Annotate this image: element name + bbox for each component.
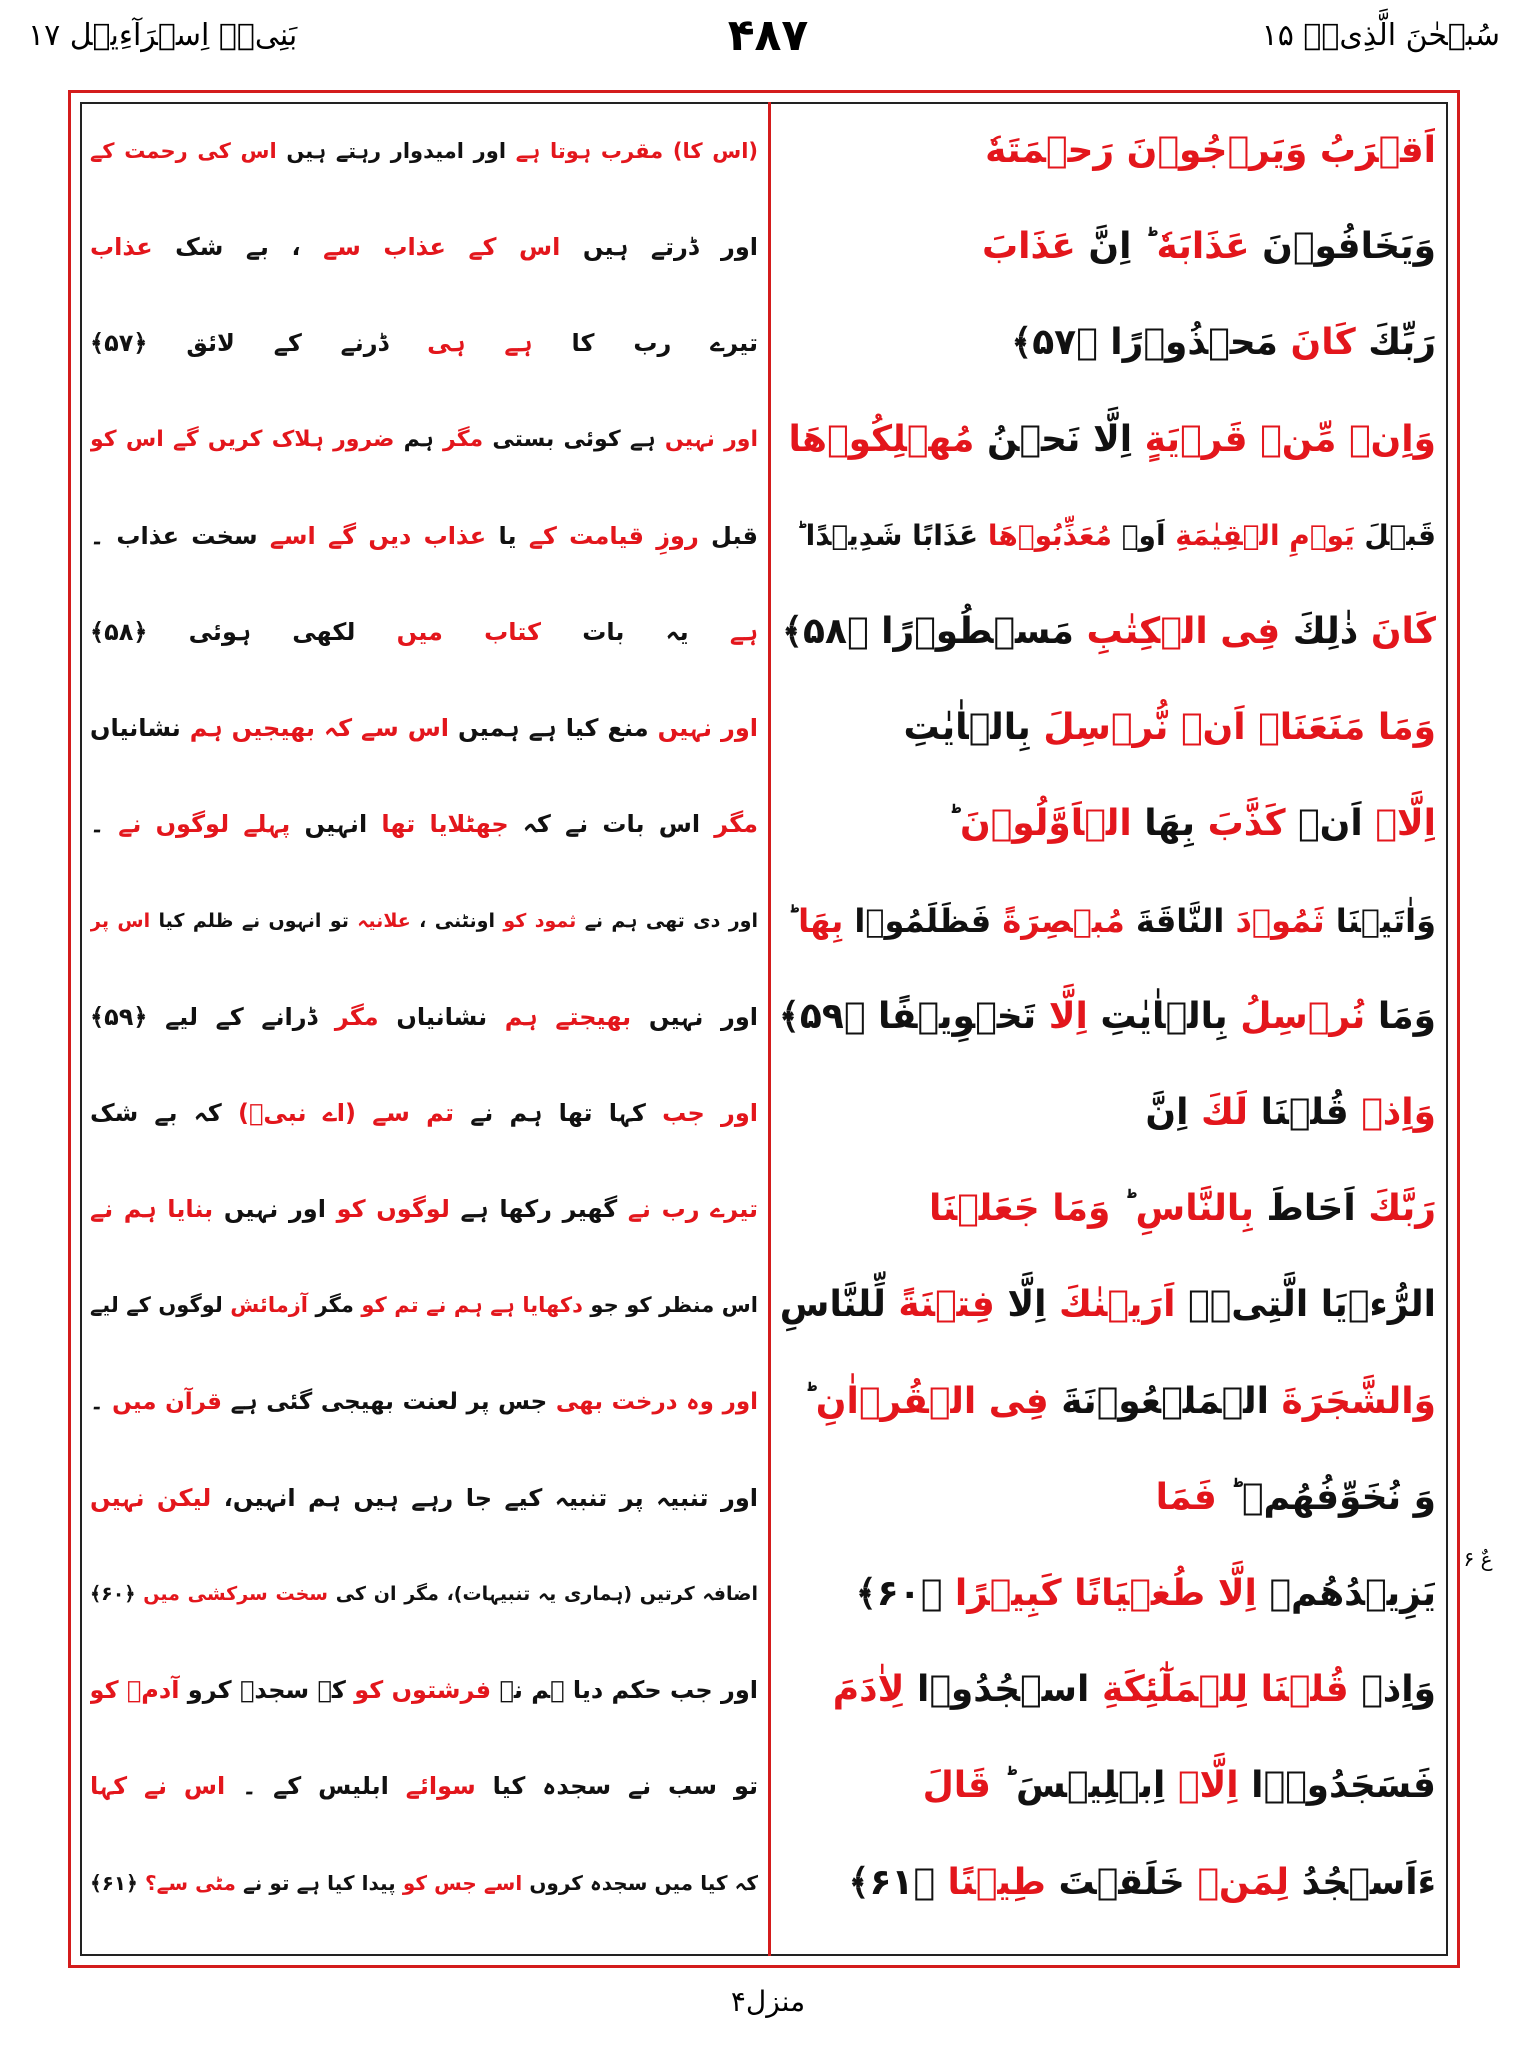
arabic-segment: یَزِیۡدُهُمۡ: [1256, 1573, 1436, 1614]
urdu-segment: علانیہ: [357, 909, 411, 932]
urdu-segment: مگر: [714, 810, 758, 839]
arabic-segment: ثَمُوۡدَ: [1235, 901, 1325, 940]
urdu-segment: لوگوں کو: [336, 1195, 450, 1224]
arabic-segment: بِالۡاٰیٰتِ: [903, 707, 1044, 749]
arabic-segment: مُعَذِّبُوۡهَا: [987, 518, 1112, 552]
arabic-segment: اَنۡ: [1285, 803, 1363, 845]
arabic-segment: خَلَقۡتَ: [1045, 1861, 1198, 1903]
urdu-segment: اور نہیں: [657, 714, 758, 743]
urdu-translation-line: [90, 689, 758, 767]
urdu-segment: دکھایا ہے ہم نے تم کو: [361, 1293, 583, 1318]
verse-row: [80, 1363, 1448, 1441]
urdu-translation-line: [90, 1266, 758, 1344]
urdu-segment: ﴿۶۰﴾: [90, 1583, 144, 1605]
urdu-segment: اور ڈرتے ہیں: [560, 233, 758, 262]
urdu-segment: سوائے: [405, 1772, 476, 1801]
verse-row: [80, 1266, 1448, 1344]
urdu-translation-line: [90, 401, 758, 479]
arabic-segment: اِلَّاۤ: [1362, 803, 1436, 845]
arabic-segment: لِمَنۡ: [1197, 1861, 1289, 1903]
arabic-segment: كَانَ: [1290, 322, 1356, 364]
urdu-segment: ضرور ہلاک کریں گے اس کو: [90, 426, 395, 452]
arabic-line: [776, 882, 1436, 960]
arabic-segment: اِبۡلِیۡسَ ؕ: [990, 1765, 1178, 1807]
arabic-segment: طِیۡنًا: [947, 1861, 1046, 1903]
urdu-segment: کہ کیا میں سجدہ کروں: [522, 1870, 758, 1895]
arabic-line: [776, 1363, 1436, 1441]
arabic-segment: وَ نُخَوِّفُهُمۡ ؕ: [1216, 1476, 1436, 1518]
urdu-translation-line: [90, 1555, 758, 1633]
urdu-segment: لیکن نہیں: [90, 1483, 212, 1512]
arabic-segment: اَوۡ: [1111, 518, 1176, 552]
arabic-segment: وَاٰتَیۡنَا: [1324, 901, 1436, 940]
urdu-segment: اور دی تھی ہم نے: [576, 909, 758, 932]
arabic-segment: رَبَّكَ: [1368, 1188, 1436, 1230]
urdu-translation-line: [90, 978, 758, 1056]
urdu-segment: اور وہ درخت بھی: [555, 1388, 758, 1415]
urdu-segment: ۔: [90, 810, 119, 839]
arabic-segment: الرُّءۡیَا الَّتِیۡۤ: [1175, 1284, 1436, 1326]
urdu-segment: پیدا کیا ہے تو نے: [235, 1870, 403, 1895]
urdu-segment: اس منظر کو جو: [582, 1293, 758, 1318]
arabic-line: [776, 689, 1436, 767]
arabic-segment: قُلۡنَا: [1248, 1669, 1349, 1711]
arabic-segment: نُرۡسِلُ: [1240, 995, 1366, 1037]
arabic-segment: كَذَّبَ: [1207, 803, 1286, 845]
urdu-segment: نشانیاں: [378, 1002, 505, 1031]
arabic-segment: وَالشَّجَرَةَ: [1281, 1380, 1436, 1422]
urdu-segment: ہم: [394, 426, 444, 452]
verse-row: [80, 112, 1448, 190]
verse-row: [80, 593, 1448, 671]
arabic-segment: مَسۡطُوۡرًا ﴿۵۸﴾: [781, 611, 1087, 652]
arabic-segment: ﴿۶۰﴾: [855, 1573, 955, 1614]
verse-row: [80, 401, 1448, 479]
urdu-translation-line: [90, 1074, 758, 1152]
urdu-segment: اضافہ کرتیں (ہماری یہ تنبیہات)، مگر ان کی: [327, 1583, 758, 1605]
urdu-translation-line: [90, 1651, 758, 1729]
urdu-segment: ابلیس کے ۔: [225, 1772, 406, 1801]
urdu-segment: اس کی رحمت کے: [90, 139, 277, 163]
urdu-segment: ثمود کو: [503, 909, 577, 932]
arabic-segment: اَنۡ نُّرۡسِلَ: [1043, 707, 1246, 749]
urdu-segment: سخت سرکشی میں: [143, 1583, 328, 1605]
urdu-segment: اور نہیں: [664, 426, 758, 452]
verse-row: [80, 1170, 1448, 1248]
arabic-segment: فِی الۡكِتٰبِ: [1086, 611, 1281, 652]
arabic-segment: ؕ: [803, 1380, 816, 1422]
arabic-segment: فَظَلَمُوۡا: [843, 901, 1003, 940]
arabic-segment: رَبِّكَ: [1355, 322, 1436, 364]
urdu-segment: نشانیاں: [90, 714, 190, 743]
urdu-segment: اس پر: [90, 909, 151, 932]
urdu-segment: بنایا ہم نے: [90, 1195, 214, 1224]
arabic-segment: قَبۡلَ: [1354, 518, 1436, 552]
arabic-segment: لِلۡمَلٰٓئِكَةِ: [1101, 1669, 1249, 1711]
verse-row: [80, 689, 1448, 767]
urdu-segment: اور نہیں: [213, 1195, 337, 1224]
verse-row: [80, 208, 1448, 286]
arabic-line: [776, 1266, 1436, 1344]
urdu-segment: مٹی سے؟: [145, 1870, 236, 1895]
urdu-segment: جھٹلایا تھا: [381, 810, 509, 839]
urdu-segment: اور جب: [662, 1099, 758, 1127]
verse-row: [80, 1459, 1448, 1537]
arabic-line: [776, 593, 1436, 671]
arabic-line: [776, 1844, 1436, 1922]
urdu-segment: جس پر لعنت بھیجی گئی ہے: [221, 1388, 556, 1415]
urdu-translation-line: [90, 1363, 758, 1441]
arabic-segment: فَسَجَدُوۡۤا: [1238, 1765, 1436, 1807]
urdu-translation-line: [90, 1459, 758, 1537]
verse-row: [80, 304, 1448, 382]
urdu-segment: ڈرنے کے لائق ﴿۵۷﴾: [90, 329, 428, 358]
verse-row: [80, 785, 1448, 863]
arabic-segment: عَذَابًا شَدِیۡدًا ؕ: [795, 518, 988, 552]
urdu-segment: ہے ہی: [427, 329, 533, 358]
arabic-line: [776, 497, 1436, 575]
urdu-segment: اسے جس کو: [402, 1870, 523, 1895]
arabic-line: [776, 1170, 1436, 1248]
arabic-line: [776, 1074, 1436, 1152]
urdu-translation-line: [90, 882, 758, 960]
arabic-segment: لِّلنَّاسِ: [779, 1284, 899, 1326]
urdu-segment: یہ بات: [540, 618, 730, 646]
verse-row: [80, 882, 1448, 960]
arabic-segment: قُلۡنَا: [1248, 1092, 1349, 1133]
urdu-segment: تو سب نے سجدہ کیا: [475, 1772, 758, 1801]
urdu-segment: سخت عذاب ۔: [90, 521, 270, 550]
arabic-segment: فِتۡنَةً: [898, 1284, 995, 1326]
arabic-segment: اَقۡرَبُ وَیَرۡجُوۡنَ رَحۡمَتَهٗ: [985, 130, 1436, 171]
arabic-segment: ذٰلِكَ: [1280, 611, 1371, 652]
urdu-translation-line: [90, 112, 758, 190]
arabic-segment: اِلَّاۤ: [1177, 1765, 1239, 1807]
arabic-segment: قَالَ: [922, 1765, 991, 1807]
verse-row: [80, 497, 1448, 575]
urdu-translation-line: [90, 497, 758, 575]
arabic-segment: طُغۡیَانًا: [1074, 1573, 1218, 1614]
urdu-translation-line: [90, 208, 758, 286]
page-number: ۴۸۷: [727, 10, 809, 61]
arabic-segment: اِلَّا: [1048, 995, 1088, 1037]
urdu-segment: اور تنبیہ پر تنبیہ کیے جا رہے ہیں ہم انہیں،: [211, 1483, 758, 1512]
urdu-translation-line: [90, 1747, 758, 1825]
urdu-segment: بھیجتے ہم: [504, 1002, 632, 1031]
urdu-segment: ، بے شک: [152, 233, 324, 262]
arabic-segment: بِهَا: [1131, 803, 1208, 845]
arabic-segment: مَحۡذُوۡرًا ﴿۵۷﴾: [1011, 322, 1291, 364]
arabic-segment: اِلَّا: [1217, 1573, 1257, 1614]
arabic-segment: لِاٰدَمَ: [832, 1669, 905, 1711]
arabic-line: [776, 112, 1436, 190]
arabic-segment: وَیَخَافُوۡنَ: [1249, 226, 1436, 268]
urdu-segment: ہے: [729, 618, 758, 646]
urdu-segment: آزمائش: [230, 1293, 308, 1318]
urdu-segment: انہیں: [290, 810, 382, 839]
urdu-translation-line: [90, 1844, 758, 1922]
arabic-line: [776, 401, 1436, 479]
urdu-segment: ہے کوئی بستی: [483, 426, 665, 452]
arabic-segment: عَذَابَ: [981, 226, 1076, 268]
arabic-line: [776, 978, 1436, 1056]
arabic-segment: فَمَا: [1155, 1476, 1217, 1518]
urdu-segment: مگر: [334, 1002, 379, 1031]
urdu-segment: اس سے کہ بھیجیں ہم: [189, 714, 450, 743]
arabic-line: [776, 1651, 1436, 1729]
arabic-segment: وَمَا مَنَعَنَاۤ: [1245, 707, 1436, 749]
arabic-segment: اِلَّا: [994, 1284, 1060, 1326]
verse-row: [80, 1651, 1448, 1729]
header-surah-name: بَنِیۡۤ اِسۡرَآءِیۡل ۱۷: [28, 18, 298, 53]
arabic-segment: اَحَاطَ: [1253, 1188, 1369, 1230]
arabic-line: [776, 1747, 1436, 1825]
arabic-segment: یَوۡمِ الۡقِیٰمَةِ: [1175, 518, 1355, 552]
verse-row: [80, 1844, 1448, 1922]
urdu-segment: اس بات نے کہ: [508, 810, 715, 839]
arabic-segment: اَرَیۡنٰكَ: [1059, 1284, 1176, 1326]
arabic-segment: ؕ اِنَّ: [1075, 226, 1157, 268]
urdu-segment: ۔: [90, 1388, 113, 1415]
arabic-segment: النَّاقَةَ: [1124, 901, 1236, 940]
header-surah-para: سُبۡحٰنَ الَّذِیۡۤ ۱۵: [1261, 18, 1500, 53]
arabic-segment: مُهۡلِكُوۡهَا: [788, 418, 975, 460]
urdu-segment: تو انہوں نے ظلم کیا: [150, 909, 358, 932]
urdu-segment: اونٹنی ،: [410, 909, 504, 932]
arabic-line: [776, 1555, 1436, 1633]
arabic-segment: عَذَابَهٗ: [1156, 226, 1250, 268]
urdu-translation-line: [90, 304, 758, 382]
verse-row: [80, 1074, 1448, 1152]
verse-row: [80, 1747, 1448, 1825]
arabic-segment: مُبۡصِرَةً: [1002, 901, 1125, 940]
ruku-marker: عٌ ۶: [1463, 1547, 1493, 1571]
arabic-segment: بِالۡاٰیٰتِ: [1087, 995, 1241, 1037]
urdu-segment: تیرے رب کا: [532, 329, 758, 358]
arabic-line: [776, 1459, 1436, 1537]
urdu-segment: ڈرانے کے لیے ﴿۵۹﴾: [90, 1002, 335, 1031]
arabic-segment: وَاِذۡ: [1348, 1092, 1436, 1133]
urdu-segment: گھیر رکھا ہے: [449, 1195, 628, 1224]
urdu-segment: مگر: [443, 426, 484, 452]
arabic-segment: وَمَا جَعَلۡنَا: [928, 1188, 1111, 1230]
urdu-segment: لوگوں کے لیے: [90, 1293, 231, 1318]
urdu-segment: آدمؑ کو: [90, 1676, 180, 1705]
verse-rows: [80, 102, 1448, 1956]
arabic-segment: ؕ: [1110, 1188, 1136, 1230]
urdu-segment: عذاب: [90, 233, 153, 262]
urdu-segment: مگر: [308, 1293, 362, 1318]
urdu-segment: قبل: [698, 521, 758, 550]
urdu-segment: اس کے عذاب سے: [323, 233, 561, 262]
arabic-segment: ؕ: [947, 803, 960, 845]
urdu-translation-line: [90, 593, 758, 671]
urdu-segment: یا: [486, 521, 529, 550]
urdu-segment: تیرے رب نے: [627, 1195, 758, 1224]
arabic-segment: ؕ: [786, 901, 799, 940]
urdu-segment: کہا تھا ہم نے: [453, 1099, 663, 1127]
arabic-segment: بِهَا: [798, 901, 844, 940]
arabic-line: [776, 785, 1436, 863]
arabic-segment: الۡمَلۡعُوۡنَةَ: [1048, 1380, 1282, 1422]
urdu-segment: فرشتوں کو: [354, 1676, 492, 1705]
urdu-segment: پہلے لوگوں نے: [118, 810, 291, 839]
arabic-segment: تَخۡوِیۡفًا ﴿۵۹﴾: [778, 995, 1049, 1037]
urdu-segment: (اس کا) مقرب ہوتا ہے: [515, 139, 758, 163]
urdu-segment: لکھی ہوئی ﴿۵۸﴾: [90, 618, 397, 646]
urdu-segment: ﴿۶۱﴾: [90, 1870, 145, 1895]
urdu-segment: اور جب حکم دیا ہم نے: [491, 1676, 758, 1705]
verse-row: [80, 1555, 1448, 1633]
urdu-segment: منع کیا ہے ہمیں: [449, 714, 658, 743]
arabic-segment: كَانَ: [1370, 611, 1436, 652]
urdu-segment: اور نہیں: [631, 1002, 758, 1031]
arabic-segment: وَمَا: [1365, 995, 1436, 1037]
urdu-translation-line: [90, 1170, 758, 1248]
arabic-segment: وَاِذۡ: [1348, 1669, 1436, 1711]
arabic-segment: اسۡجُدُوۡا: [904, 1669, 1102, 1711]
arabic-segment: ءَاَسۡجُدُ: [1288, 1861, 1436, 1903]
urdu-segment: روزِ قیامت کے: [528, 521, 699, 550]
arabic-segment: الۡاَوَّلُوۡنَ: [959, 803, 1132, 845]
arabic-segment: اِنَّ: [1145, 1092, 1201, 1133]
arabic-segment: اِلَّا نَحۡنُ: [974, 418, 1133, 460]
urdu-segment: کہ سجدہ کرو: [179, 1676, 355, 1705]
urdu-translation-line: [90, 785, 758, 863]
urdu-segment: اس نے کہا: [90, 1772, 226, 1801]
arabic-segment: فِی الۡقُرۡاٰنِ: [815, 1380, 1049, 1422]
arabic-line: [776, 208, 1436, 286]
urdu-segment: تم سے (اے نبیؐ): [238, 1099, 454, 1127]
urdu-segment: عذاب دیں گے اسے: [269, 521, 487, 550]
arabic-segment: بِالنَّاسِ: [1135, 1188, 1254, 1230]
verse-row: [80, 978, 1448, 1056]
manzil-footer: منزل۴: [730, 1985, 806, 2018]
arabic-segment: ﴿۶۱﴾: [848, 1861, 948, 1903]
arabic-line: [776, 304, 1436, 382]
urdu-segment: قرآن میں: [112, 1388, 222, 1415]
arabic-segment: كَبِیۡرًا: [954, 1573, 1075, 1614]
urdu-segment: کتاب میں: [396, 618, 541, 646]
urdu-segment: کہ بے شک: [90, 1099, 239, 1127]
arabic-segment: وَاِنۡ مِّنۡ قَرۡیَةٍ: [1132, 418, 1436, 460]
urdu-segment: اور امیدوار رہتے ہیں: [276, 139, 516, 163]
arabic-segment: لَكَ: [1201, 1092, 1249, 1133]
